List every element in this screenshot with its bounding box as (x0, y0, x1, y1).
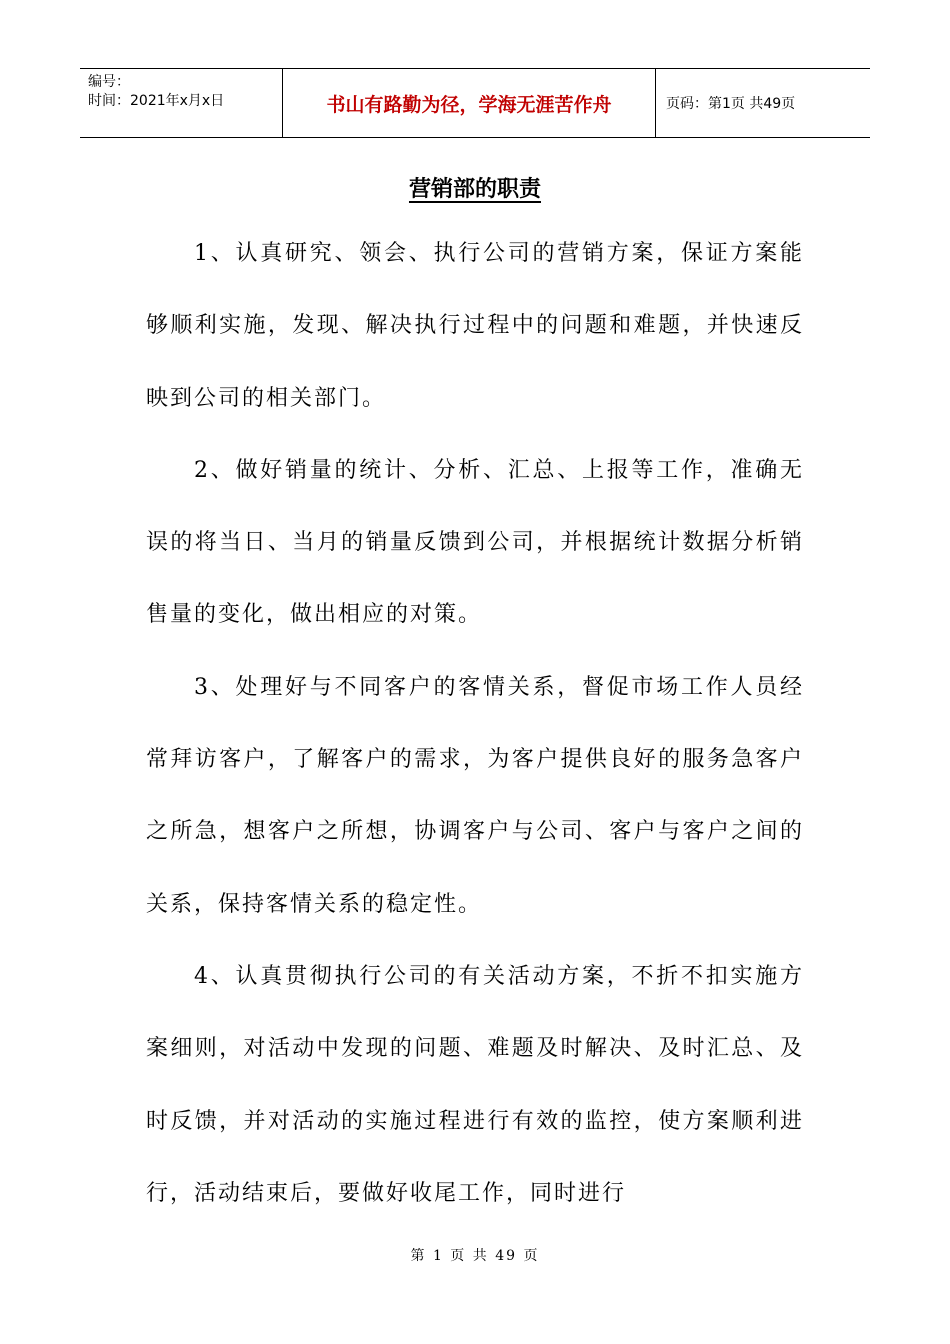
header-motto: 书山有路勤为径，学海无涯苦作舟 (282, 69, 656, 137)
header-meta-cell (80, 69, 282, 137)
document-body (146, 218, 804, 1230)
paragraph: 4、认真贯彻执行公司的有关活动方案，不折不扣实施方案细则，对活动中发现的问题、难题及时解决、及时汇总、及时反馈，并对活动的实施过程进行有效的监控，使方案顺利进行，活动结束后，要做好收尾工作，同时进行 (146, 963, 804, 1206)
paragraph: 3、处理好与不同客户的客情关系，督促市场工作人员经常拜访客户，了解客户的需求，为客户提供良好的服务急客户之所急，想客户之所想，协调客户与公司、客户与客户之间的关系，保持客情关系的稳定性。 (146, 674, 804, 917)
page-footer: 第 1 页 共 49 页 (410, 1248, 540, 1264)
header-page-info: 页码：第1页 共49页 (666, 96, 796, 112)
paragraph: 2、做好销量的统计、分析、汇总、上报等工作，准确无误的将当日、当月的销量反馈到公司，并根据统计数据分析销售量的变化，做出相应的对策。 (146, 457, 804, 628)
header-table (80, 68, 870, 138)
document-number-label: 编号： (88, 74, 130, 90)
paragraph: 1、认真研究、领会、执行公司的营销方案，保证方案能够顺利实施，发现、解决执行过程中的问题和难题，并快速反映到公司的相关部门。 (146, 241, 804, 411)
document-time-label: 时间：2021年x月x日 (88, 93, 225, 109)
document-title: 营销部的职责 (408, 176, 541, 202)
